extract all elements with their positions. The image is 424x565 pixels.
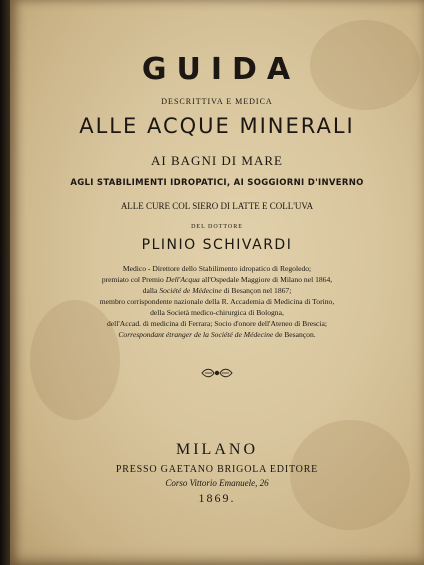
title-descriptor: DESCRITTIVA E MEDICA <box>161 97 273 106</box>
credential-line: Medico - Direttore dello Stabilimento idropatico di Regoledo; <box>122 264 312 273</box>
imprint-address: Corso Vittorio Emanuele, 26 <box>165 478 269 488</box>
credential-line: premiato col Premio Dell'Acqua all'Ospedale Maggiore di Milano nel 1864, <box>101 275 333 284</box>
imprint-year: 1869. <box>198 491 236 505</box>
credential-line: dell'Accad. di medicina di Ferrara; Socio d'onore dell'Ateneo di Brescia; <box>106 319 328 328</box>
credential-line: Correspondant étranger de la Société de Médecine de Besançon. <box>118 330 316 339</box>
paper-stain <box>290 420 410 530</box>
imprint-city: MILANO <box>176 441 258 458</box>
book-spine-edge <box>0 0 10 565</box>
subtitle-bagni: AI BAGNI DI MARE <box>151 153 283 168</box>
floral-vignette-icon <box>200 367 234 379</box>
author-prefix: DEL DOTTORE <box>191 224 243 230</box>
title-page <box>10 0 424 565</box>
credential-line: membro corrispondente nazionale della R. Accademia di Medicina di Torino, <box>99 297 335 306</box>
imprint-publisher: PRESSO GAETANO BRIGOLA EDITORE <box>115 464 319 475</box>
credential-line: dalla Société de Médecine di Besançon nel 1867; <box>142 286 292 295</box>
credential-line: della Società medico-chirurgica di Bologna, <box>150 308 284 317</box>
subtitle-stabilimenti: AGLI STABILIMENTI IDROPATICI, AI SOGGIORNI D'INVERNO <box>70 178 364 188</box>
subtitle-cure: ALLE CURE COL SIERO DI LATTE E COLL'UVA <box>120 201 314 211</box>
author-name: PLINIO SCHIVARDI <box>141 237 293 253</box>
main-title: ALLE ACQUE MINERALI <box>79 114 355 138</box>
book-title: GUIDA <box>141 52 301 87</box>
